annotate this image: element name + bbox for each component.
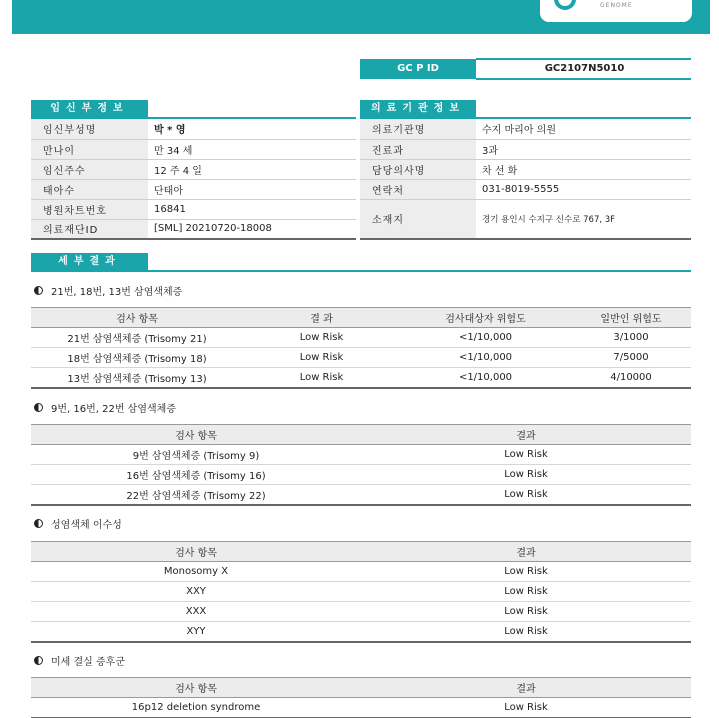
info-value: 031-8019-5555 bbox=[476, 179, 691, 199]
table-cell: 3/1000 bbox=[571, 328, 691, 348]
logo-text: GENOME bbox=[600, 2, 633, 9]
info-value: 12 주 4 일 bbox=[148, 159, 356, 179]
info-value: 만 34 세 bbox=[148, 139, 356, 159]
column-header: 일반인 위험도 bbox=[571, 308, 691, 328]
table-cell: XXX bbox=[31, 602, 361, 622]
hospital-info-heading: 의료기관정보 bbox=[360, 100, 476, 118]
gcpid-label: GC P ID bbox=[360, 59, 476, 79]
result-header-row bbox=[31, 678, 691, 698]
info-value: 박 * 영 bbox=[148, 119, 356, 139]
half-circle-icon bbox=[34, 286, 43, 295]
table-cell: Low Risk bbox=[361, 445, 691, 465]
result-table bbox=[31, 307, 691, 389]
table-row bbox=[31, 445, 691, 465]
info-value: 3과 bbox=[476, 139, 691, 159]
table-cell: Low Risk bbox=[243, 348, 400, 368]
column-header: 결 과 bbox=[243, 308, 400, 328]
column-header: 결과 bbox=[361, 425, 691, 445]
table-cell: Low Risk bbox=[243, 328, 400, 348]
table-row bbox=[31, 582, 691, 602]
table-cell: <1/10,000 bbox=[400, 348, 571, 368]
section-title-text: 21번, 18번, 13번 삼염색체증 bbox=[51, 287, 183, 298]
column-header: 결과 bbox=[361, 542, 691, 562]
table-cell: 18번 삼염색체증 (Trisomy 18) bbox=[31, 348, 243, 368]
patient-info-heading: 임신부정보 bbox=[31, 100, 148, 118]
info-value: 경기 용인시 수지구 신수로 767, 3F bbox=[476, 199, 691, 239]
gcpid-value: GC2107N5010 bbox=[544, 63, 625, 74]
info-key: 의료기관명 bbox=[360, 119, 476, 139]
table-cell: Low Risk bbox=[361, 562, 691, 582]
section-title-text: 9번, 16번, 22번 삼염색체증 bbox=[51, 404, 176, 415]
result-header-row bbox=[31, 308, 691, 328]
table-cell: 22번 삼염색체증 (Trisomy 22) bbox=[31, 485, 361, 505]
table-cell: Low Risk bbox=[361, 465, 691, 485]
info-key: 병원차트번호 bbox=[31, 199, 148, 219]
info-row bbox=[360, 139, 691, 159]
info-row bbox=[31, 119, 356, 139]
half-circle-icon bbox=[34, 656, 43, 665]
table-cell: Low Risk bbox=[243, 368, 400, 388]
info-key: 임신주수 bbox=[31, 159, 148, 179]
table-cell: 21번 삼염색체증 (Trisomy 21) bbox=[31, 328, 243, 348]
divider bbox=[31, 270, 691, 272]
info-row bbox=[360, 159, 691, 179]
table-row bbox=[31, 562, 691, 582]
info-row bbox=[360, 119, 691, 139]
result-table bbox=[31, 541, 691, 643]
company-logo bbox=[540, 0, 692, 22]
gcpid-block bbox=[360, 58, 691, 80]
info-value: 차 선 화 bbox=[476, 159, 691, 179]
top-banner bbox=[12, 0, 710, 34]
table-cell: 9번 삼염색체증 (Trisomy 9) bbox=[31, 445, 361, 465]
info-row bbox=[31, 159, 356, 179]
info-row bbox=[31, 139, 356, 159]
info-key: 담당의사명 bbox=[360, 159, 476, 179]
hospital-info-table bbox=[360, 119, 691, 240]
column-header: 검사 항목 bbox=[31, 425, 361, 445]
table-cell: Low Risk bbox=[361, 582, 691, 602]
table-row bbox=[31, 348, 691, 368]
info-value: 16841 bbox=[148, 199, 356, 219]
section-title bbox=[34, 283, 182, 298]
info-key: 연락처 bbox=[360, 179, 476, 199]
column-header: 검사 항목 bbox=[31, 678, 361, 698]
table-cell: Low Risk bbox=[361, 622, 691, 642]
column-header: 검사대상자 위험도 bbox=[400, 308, 571, 328]
table-row bbox=[31, 622, 691, 642]
info-key: 소재지 bbox=[360, 199, 476, 239]
table-cell: Monosomy X bbox=[31, 562, 361, 582]
table-row bbox=[31, 602, 691, 622]
table-cell: 16번 삼염색체증 (Trisomy 16) bbox=[31, 465, 361, 485]
detail-results-heading: 세부결과 bbox=[31, 253, 148, 271]
table-cell: 16p12 deletion syndrome bbox=[31, 698, 361, 718]
info-row bbox=[31, 199, 356, 219]
table-cell: Low Risk bbox=[361, 698, 691, 718]
section-title bbox=[34, 400, 176, 415]
table-row bbox=[31, 485, 691, 505]
table-cell: Low Risk bbox=[361, 485, 691, 505]
info-value: 수지 마리아 의원 bbox=[476, 119, 691, 139]
result-header-row bbox=[31, 542, 691, 562]
info-value: [SML] 20210720-18008 bbox=[148, 219, 356, 239]
info-key: 태아수 bbox=[31, 179, 148, 199]
result-table bbox=[31, 677, 691, 718]
table-cell: <1/10,000 bbox=[400, 328, 571, 348]
table-cell: 4/10000 bbox=[571, 368, 691, 388]
info-key: 의료재단ID bbox=[31, 219, 148, 239]
info-row bbox=[360, 199, 691, 239]
result-table bbox=[31, 424, 691, 506]
table-cell: Low Risk bbox=[361, 602, 691, 622]
info-row bbox=[31, 219, 356, 239]
section-title bbox=[34, 516, 122, 531]
table-row bbox=[31, 368, 691, 388]
section-title-text: 성염색체 이수성 bbox=[51, 520, 122, 531]
table-cell: XYY bbox=[31, 622, 361, 642]
info-row bbox=[31, 179, 356, 199]
info-row bbox=[360, 179, 691, 199]
section-title-text: 미세 결실 증후군 bbox=[51, 657, 125, 668]
info-key: 만나이 bbox=[31, 139, 148, 159]
section-title bbox=[34, 653, 125, 668]
info-value: 단태아 bbox=[148, 179, 356, 199]
divider bbox=[476, 78, 691, 80]
info-key: 진료과 bbox=[360, 139, 476, 159]
table-row bbox=[31, 698, 691, 718]
table-cell: 7/5000 bbox=[571, 348, 691, 368]
patient-info-table bbox=[31, 119, 356, 240]
logo-mark-icon bbox=[554, 0, 576, 10]
table-row bbox=[31, 465, 691, 485]
column-header: 검사 항목 bbox=[31, 542, 361, 562]
half-circle-icon bbox=[34, 403, 43, 412]
half-circle-icon bbox=[34, 519, 43, 528]
result-header-row bbox=[31, 425, 691, 445]
table-cell: 13번 삼염색체증 (Trisomy 13) bbox=[31, 368, 243, 388]
info-key: 임신부성명 bbox=[31, 119, 148, 139]
table-row bbox=[31, 328, 691, 348]
column-header: 결과 bbox=[361, 678, 691, 698]
column-header: 검사 항목 bbox=[31, 308, 243, 328]
table-cell: XXY bbox=[31, 582, 361, 602]
table-cell: <1/10,000 bbox=[400, 368, 571, 388]
